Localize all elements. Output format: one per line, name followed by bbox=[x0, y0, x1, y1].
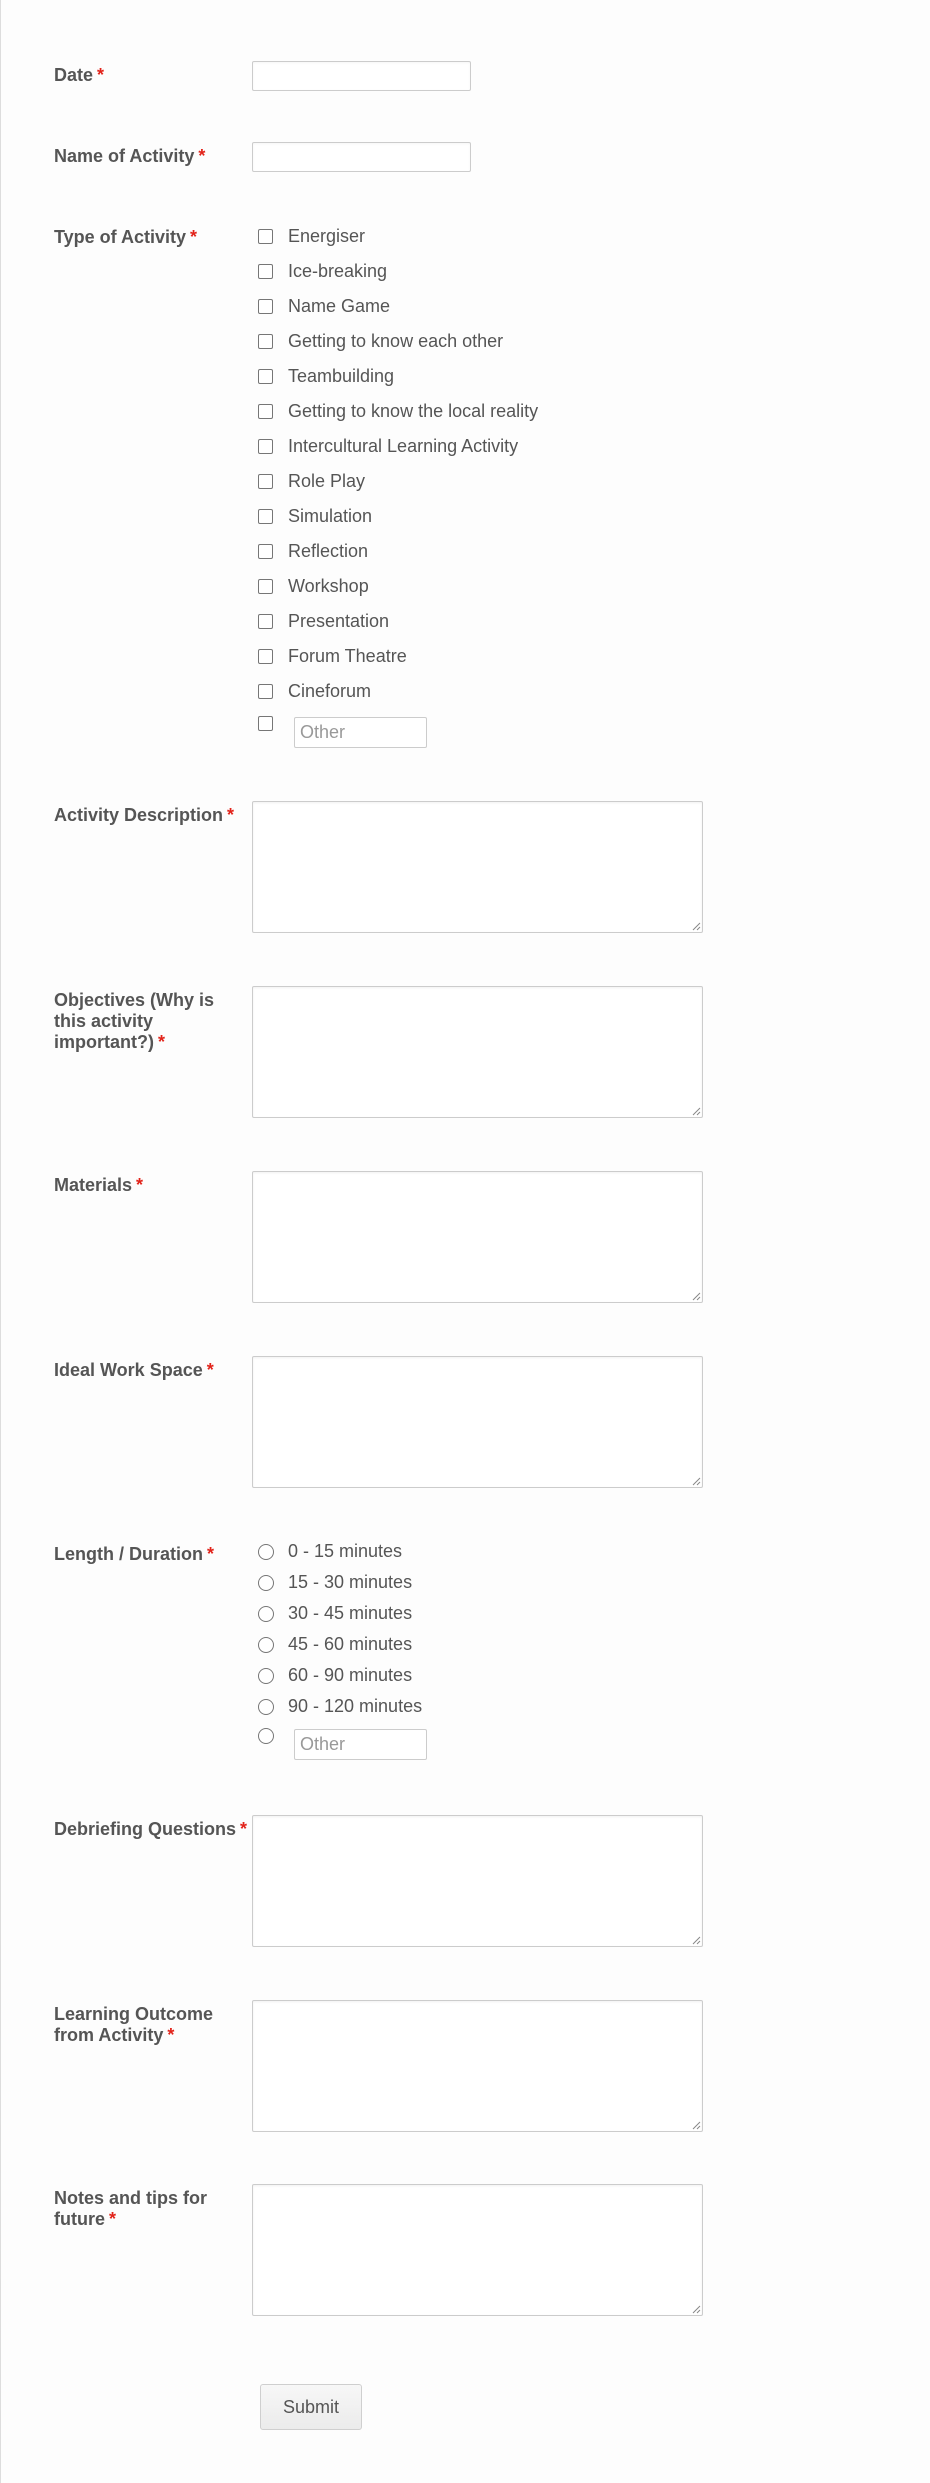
learning-outcome-textarea[interactable] bbox=[252, 2000, 703, 2132]
checkbox[interactable] bbox=[258, 684, 273, 699]
checkbox[interactable] bbox=[258, 404, 273, 419]
checkbox[interactable] bbox=[258, 614, 273, 629]
activity-name-input[interactable] bbox=[252, 142, 471, 172]
objectives-label: Objectives (Why is this activity important?) * bbox=[54, 990, 215, 1052]
checkbox[interactable] bbox=[258, 264, 273, 279]
checkbox[interactable] bbox=[258, 474, 273, 489]
description-textarea[interactable] bbox=[252, 801, 703, 933]
resize-handle-icon[interactable] bbox=[690, 1475, 701, 1486]
required-marker: * bbox=[157, 1032, 165, 1052]
workspace-label: Ideal Work Space * bbox=[54, 1360, 214, 1380]
resize-handle-icon[interactable] bbox=[690, 1934, 701, 1945]
checkbox[interactable] bbox=[258, 579, 273, 594]
checkbox[interactable] bbox=[258, 299, 273, 314]
resize-handle-icon[interactable] bbox=[690, 920, 701, 931]
checkbox[interactable] bbox=[258, 509, 273, 524]
learning-outcome-label: Learning Outcome from Activity * bbox=[54, 2004, 214, 2045]
activity-type-label: Type of Activity * bbox=[54, 227, 198, 247]
radio-button[interactable] bbox=[258, 1575, 274, 1591]
radio-button[interactable] bbox=[258, 1544, 274, 1560]
required-marker: * bbox=[240, 1819, 248, 1839]
checkbox[interactable] bbox=[258, 334, 273, 349]
materials-label: Materials * bbox=[54, 1175, 144, 1195]
checkbox[interactable] bbox=[258, 369, 273, 384]
radio-button[interactable] bbox=[258, 1606, 274, 1622]
required-marker: * bbox=[190, 227, 198, 247]
notes-label: Notes and tips for future * bbox=[54, 2188, 208, 2229]
duration-other-input[interactable]: Other bbox=[294, 1729, 427, 1760]
required-marker: * bbox=[167, 2025, 175, 2045]
date-input[interactable] bbox=[252, 61, 471, 91]
workspace-textarea[interactable] bbox=[252, 1356, 703, 1488]
checkbox[interactable] bbox=[258, 716, 273, 731]
required-marker: * bbox=[109, 2209, 117, 2229]
resize-handle-icon[interactable] bbox=[690, 2119, 701, 2130]
radio-button[interactable] bbox=[258, 1699, 274, 1715]
required-marker: * bbox=[136, 1175, 144, 1195]
description-label: Activity Description * bbox=[54, 805, 235, 825]
activity-type-other-input[interactable]: Other bbox=[294, 717, 427, 748]
materials-textarea[interactable] bbox=[252, 1171, 703, 1303]
objectives-textarea[interactable] bbox=[252, 986, 703, 1118]
checkbox[interactable] bbox=[258, 439, 273, 454]
radio-button[interactable] bbox=[258, 1668, 274, 1684]
required-marker: * bbox=[227, 805, 235, 825]
radio-button[interactable] bbox=[258, 1637, 274, 1653]
resize-handle-icon[interactable] bbox=[690, 1105, 701, 1116]
notes-textarea[interactable] bbox=[252, 2184, 703, 2316]
required-marker: * bbox=[206, 1360, 214, 1380]
required-marker: * bbox=[206, 1544, 214, 1564]
date-label: Date * bbox=[54, 65, 105, 85]
resize-handle-icon[interactable] bbox=[690, 1290, 701, 1301]
duration-label: Length / Duration * bbox=[54, 1544, 214, 1564]
required-marker: * bbox=[198, 146, 206, 166]
checkbox[interactable] bbox=[258, 229, 273, 244]
submit-button[interactable]: Submit bbox=[260, 2384, 362, 2430]
activity-name-label: Name of Activity * bbox=[54, 146, 206, 166]
page-left-border bbox=[0, 0, 1, 2483]
radio-button[interactable] bbox=[258, 1728, 274, 1744]
debriefing-textarea[interactable] bbox=[252, 1815, 703, 1947]
resize-handle-icon[interactable] bbox=[690, 2303, 701, 2314]
checkbox[interactable] bbox=[258, 544, 273, 559]
required-marker: * bbox=[97, 65, 105, 85]
debriefing-label: Debriefing Questions * bbox=[54, 1819, 248, 1839]
checkbox[interactable] bbox=[258, 649, 273, 664]
